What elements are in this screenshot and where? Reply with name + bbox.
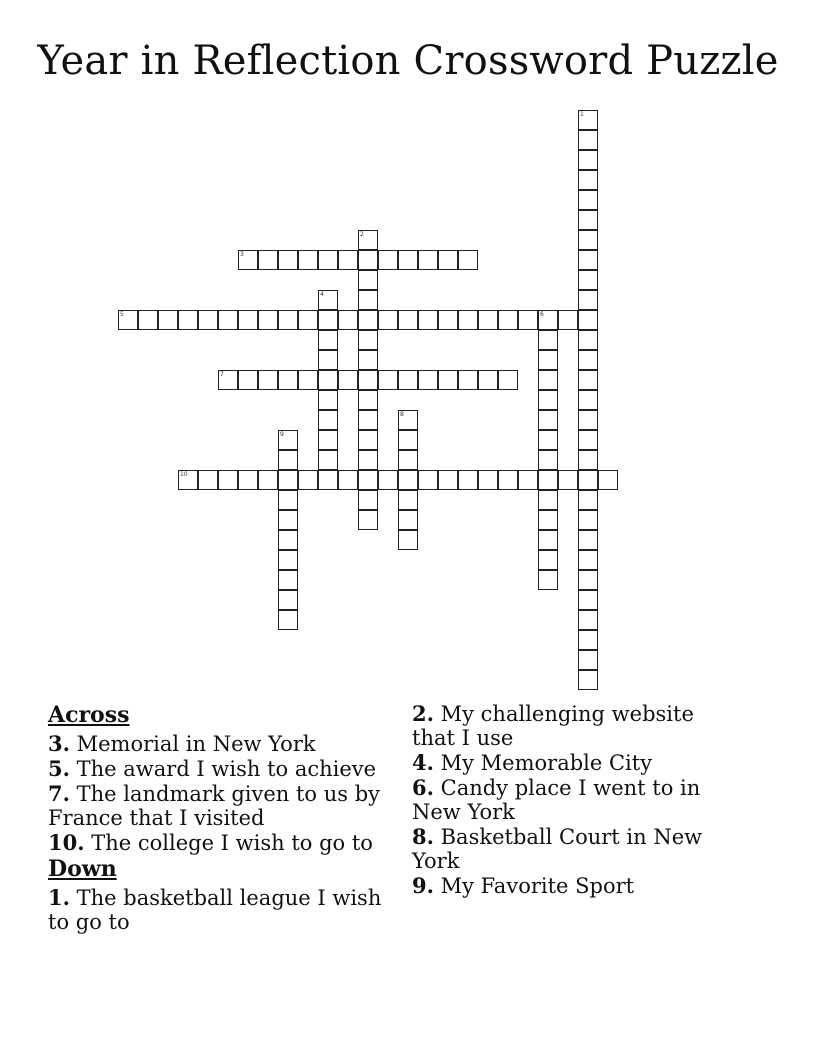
grid-cell[interactable] [578, 370, 598, 390]
grid-cell[interactable] [578, 570, 598, 590]
grid-cell[interactable] [458, 370, 478, 390]
grid-cell[interactable] [578, 150, 598, 170]
grid-cell[interactable] [418, 470, 438, 490]
grid-cell[interactable] [318, 310, 338, 330]
grid-cell[interactable] [358, 230, 378, 250]
grid-cell[interactable] [578, 530, 598, 550]
grid-cell[interactable] [498, 310, 518, 330]
grid-cell[interactable] [218, 310, 238, 330]
grid-cell[interactable] [578, 510, 598, 530]
grid-cell[interactable] [358, 250, 378, 270]
grid-cell[interactable] [178, 470, 198, 490]
grid-cell[interactable] [498, 470, 518, 490]
grid-cell[interactable] [398, 370, 418, 390]
grid-cell[interactable] [558, 470, 578, 490]
grid-cell[interactable] [538, 310, 558, 330]
grid-cell[interactable] [198, 310, 218, 330]
grid-cell[interactable] [438, 370, 458, 390]
clue-text: Basketball Court in New York [412, 825, 703, 873]
grid-cell[interactable] [578, 490, 598, 510]
grid-cell[interactable] [538, 350, 558, 370]
grid-cell[interactable] [498, 370, 518, 390]
grid-cell[interactable] [538, 330, 558, 350]
grid-cell[interactable] [578, 270, 598, 290]
clue-down-9 [412, 874, 732, 898]
clue-number: 1. [48, 885, 70, 910]
grid-cell[interactable] [578, 390, 598, 410]
grid-cell[interactable] [578, 110, 598, 130]
grid-cell[interactable] [578, 230, 598, 250]
cell-number: 8 [400, 411, 404, 418]
clue-number: 2. [412, 701, 434, 726]
grid-cell[interactable] [238, 470, 258, 490]
grid-cell[interactable] [338, 310, 358, 330]
grid-cell[interactable] [578, 610, 598, 630]
grid-cell[interactable] [458, 470, 478, 490]
grid-cell[interactable] [598, 470, 618, 490]
grid-cell[interactable] [278, 250, 298, 270]
grid-cell[interactable] [158, 310, 178, 330]
grid-cell[interactable] [378, 370, 398, 390]
grid-cell[interactable] [358, 510, 378, 530]
grid-cell[interactable] [438, 470, 458, 490]
grid-cell[interactable] [298, 310, 318, 330]
clue-text: The landmark given to us by France that I visited [48, 782, 381, 830]
clue-text: Memorial in New York [76, 732, 316, 756]
grid-cell[interactable] [538, 570, 558, 590]
grid-cell[interactable] [398, 310, 418, 330]
grid-cell[interactable] [298, 370, 318, 390]
grid-cell[interactable] [438, 310, 458, 330]
grid-cell[interactable] [478, 470, 498, 490]
grid-cell[interactable] [578, 550, 598, 570]
grid-cell[interactable] [578, 170, 598, 190]
grid-cell[interactable] [178, 310, 198, 330]
grid-cell[interactable] [578, 130, 598, 150]
grid-cell[interactable] [258, 250, 278, 270]
grid-cell[interactable] [538, 490, 558, 510]
grid-cell[interactable] [318, 290, 338, 310]
grid-cell[interactable] [358, 310, 378, 330]
grid-cell[interactable] [518, 310, 538, 330]
cell-number: 4 [320, 291, 324, 298]
grid-cell[interactable] [538, 550, 558, 570]
clue-text: The award I wish to achieve [76, 757, 377, 781]
clue-number: 10. [48, 830, 85, 855]
grid-cell[interactable] [538, 410, 558, 430]
clue-number: 8. [412, 824, 434, 849]
grid-cell[interactable] [398, 530, 418, 550]
grid-cell[interactable] [358, 470, 378, 490]
grid-cell[interactable] [278, 430, 298, 450]
grid-cell[interactable] [318, 410, 338, 430]
grid-cell[interactable] [198, 470, 218, 490]
grid-cell[interactable] [418, 250, 438, 270]
grid-cell[interactable] [578, 310, 598, 330]
grid-cell[interactable] [238, 370, 258, 390]
grid-cell[interactable] [278, 490, 298, 510]
grid-cell[interactable] [278, 550, 298, 570]
grid-cell[interactable] [398, 510, 418, 530]
grid-cell[interactable] [278, 610, 298, 630]
clue-number: 6. [412, 775, 434, 800]
grid-cell[interactable] [398, 490, 418, 510]
grid-cell[interactable] [538, 370, 558, 390]
grid-cell[interactable] [298, 250, 318, 270]
grid-cell[interactable] [398, 250, 418, 270]
grid-cell[interactable] [238, 250, 258, 270]
clue-down-4 [412, 751, 732, 775]
clue-number: 5. [48, 756, 70, 781]
grid-cell[interactable] [578, 630, 598, 650]
clue-down-2 [412, 702, 732, 750]
across-heading: Across [48, 702, 130, 728]
grid-cell[interactable] [318, 350, 338, 370]
clue-text: My Memorable City [440, 751, 653, 775]
clue-text: The college I wish to go to [91, 831, 373, 855]
grid-cell[interactable] [318, 330, 338, 350]
clue-text: Candy place I went to in New York [412, 776, 701, 824]
grid-cell[interactable] [218, 370, 238, 390]
grid-cell[interactable] [258, 370, 278, 390]
clue-number: 9. [412, 873, 434, 898]
grid-cell[interactable] [358, 410, 378, 430]
grid-cell[interactable] [578, 470, 598, 490]
grid-cell[interactable] [278, 450, 298, 470]
grid-cell[interactable] [338, 250, 358, 270]
grid-cell[interactable] [378, 470, 398, 490]
grid-cell[interactable] [418, 310, 438, 330]
grid-cell[interactable] [418, 370, 438, 390]
clue-text: My challenging website that I use [412, 702, 694, 750]
clue-text: My Favorite Sport [440, 874, 635, 898]
grid-cell[interactable] [398, 410, 418, 430]
grid-cell[interactable] [298, 470, 318, 490]
clues-left-column [48, 702, 388, 935]
cell-number: 7 [220, 371, 224, 378]
grid-cell[interactable] [118, 310, 138, 330]
grid-cell[interactable] [318, 390, 338, 410]
clue-number: 3. [48, 731, 70, 756]
grid-cell[interactable] [538, 530, 558, 550]
grid-cell[interactable] [458, 250, 478, 270]
clue-across-10 [48, 831, 388, 855]
grid-cell[interactable] [358, 490, 378, 510]
grid-cell[interactable] [318, 430, 338, 450]
grid-cell[interactable] [438, 250, 458, 270]
cell-number: 10 [180, 471, 188, 478]
grid-cell[interactable] [478, 310, 498, 330]
grid-cell[interactable] [258, 310, 278, 330]
grid-cell[interactable] [338, 470, 358, 490]
grid-cell[interactable] [318, 250, 338, 270]
grid-cell[interactable] [538, 450, 558, 470]
grid-cell[interactable] [278, 570, 298, 590]
grid-cell[interactable] [238, 310, 258, 330]
grid-cell[interactable] [278, 470, 298, 490]
clue-text: The basketball league I wish to go to [48, 886, 382, 934]
grid-cell[interactable] [378, 310, 398, 330]
grid-cell[interactable] [458, 310, 478, 330]
grid-cell[interactable] [538, 390, 558, 410]
grid-cell[interactable] [538, 510, 558, 530]
grid-cell[interactable] [338, 370, 358, 390]
cell-number: 2 [360, 231, 364, 238]
grid-cell[interactable] [258, 470, 278, 490]
grid-cell[interactable] [278, 510, 298, 530]
grid-cell[interactable] [578, 250, 598, 270]
grid-cell[interactable] [138, 310, 158, 330]
grid-cell[interactable] [578, 290, 598, 310]
clue-down-1 [48, 886, 388, 934]
grid-cell[interactable] [578, 350, 598, 370]
grid-cell[interactable] [358, 370, 378, 390]
cell-number: 3 [240, 251, 244, 258]
grid-cell[interactable] [378, 250, 398, 270]
grid-cell[interactable] [578, 330, 598, 350]
clue-number: 4. [412, 750, 434, 775]
down-heading: Down [48, 856, 117, 882]
cell-number: 5 [120, 311, 124, 318]
grid-cell[interactable] [578, 410, 598, 430]
cell-number: 1 [580, 111, 584, 118]
grid-cell[interactable] [218, 470, 238, 490]
grid-cell[interactable] [578, 210, 598, 230]
grid-cell[interactable] [358, 350, 378, 370]
grid-cell[interactable] [358, 290, 378, 310]
grid-cell[interactable] [538, 470, 558, 490]
grid-cell[interactable] [578, 670, 598, 690]
clue-down-6 [412, 776, 732, 824]
grid-cell[interactable] [278, 590, 298, 610]
clue-across-3 [48, 732, 388, 756]
grid-cell[interactable] [358, 390, 378, 410]
grid-cell[interactable] [578, 430, 598, 450]
clue-down-8 [412, 825, 732, 873]
clue-across-7 [48, 782, 388, 830]
grid-cell[interactable] [538, 430, 558, 450]
grid-cell[interactable] [398, 450, 418, 470]
grid-cell[interactable] [318, 470, 338, 490]
grid-cell[interactable] [358, 430, 378, 450]
grid-cell[interactable] [318, 370, 338, 390]
page-title: Year in Reflection Crossword Puzzle [37, 38, 779, 84]
grid-cell[interactable] [358, 270, 378, 290]
clue-number: 7. [48, 781, 70, 806]
grid-cell[interactable] [578, 590, 598, 610]
cell-number: 6 [540, 311, 544, 318]
grid-cell[interactable] [478, 370, 498, 390]
grid-cell[interactable] [558, 310, 578, 330]
grid-cell[interactable] [278, 530, 298, 550]
grid-cell[interactable] [578, 450, 598, 470]
grid-cell[interactable] [398, 470, 418, 490]
grid-cell[interactable] [358, 450, 378, 470]
cell-number: 9 [280, 431, 284, 438]
grid-cell[interactable] [278, 370, 298, 390]
clue-across-5 [48, 757, 388, 781]
clues-right-column [412, 702, 732, 899]
grid-cell[interactable] [318, 450, 338, 470]
grid-cell[interactable] [518, 470, 538, 490]
grid-cell[interactable] [578, 190, 598, 210]
grid-cell[interactable] [358, 330, 378, 350]
grid-cell[interactable] [278, 310, 298, 330]
grid-cell[interactable] [398, 430, 418, 450]
grid-cell[interactable] [578, 650, 598, 670]
